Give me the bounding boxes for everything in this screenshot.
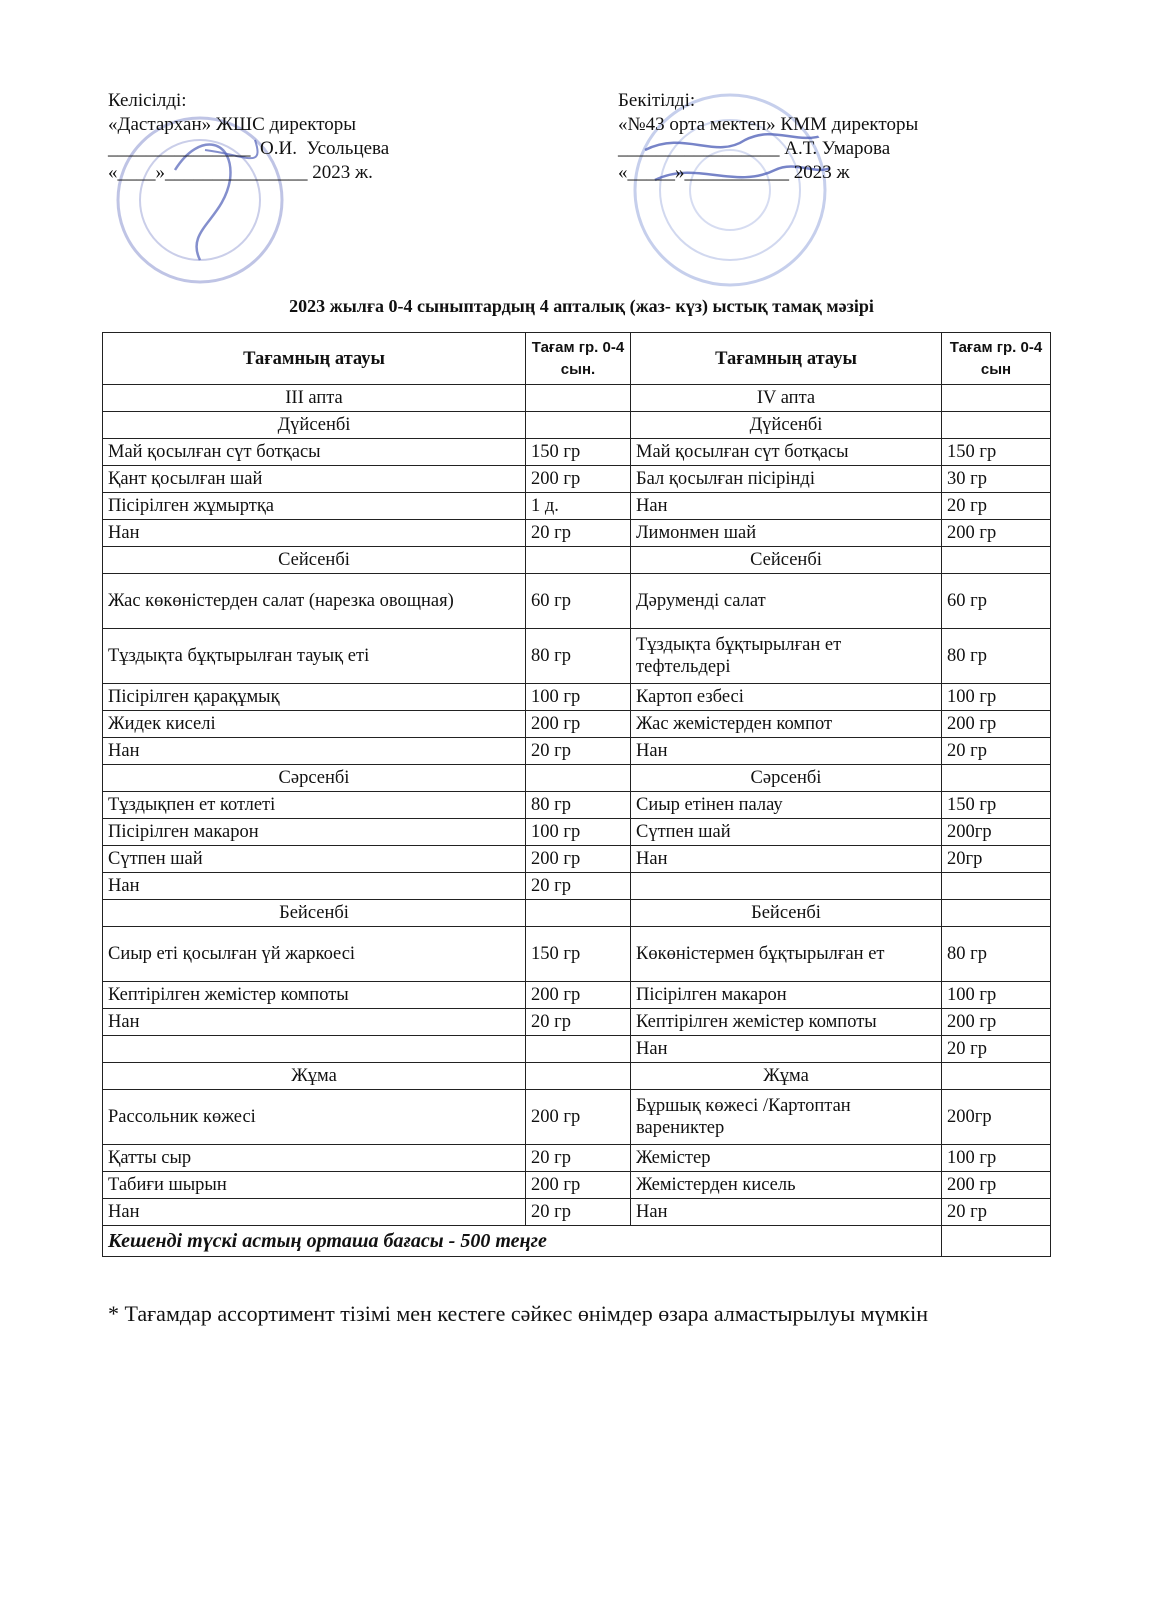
- table-row: [103, 493, 1051, 520]
- dish-name-right: Нан: [631, 738, 942, 765]
- table-row: [103, 684, 1051, 711]
- table-row: [103, 711, 1051, 738]
- dish-weight-right: 60 гр: [942, 574, 1051, 629]
- table-row: [103, 982, 1051, 1009]
- dish-weight-right: 200 гр: [942, 1172, 1051, 1199]
- dish-name-right: Кептірілген жемістер компоты: [631, 1009, 942, 1036]
- table-row: [103, 629, 1051, 684]
- dish-weight-left: 80 гр: [526, 792, 631, 819]
- dish-name-left: Нан: [103, 520, 526, 547]
- dish-name-right: Нан: [631, 846, 942, 873]
- section-empty-left: [526, 412, 631, 439]
- dish-name-right: Нан: [631, 1036, 942, 1063]
- section-empty-right: [942, 547, 1051, 574]
- dish-weight-right: 150 гр: [942, 792, 1051, 819]
- section-empty-left: [526, 547, 631, 574]
- day-section-row: [103, 900, 1051, 927]
- dish-weight-right: 200 гр: [942, 520, 1051, 547]
- dish-name-left: Пісірілген макарон: [103, 819, 526, 846]
- dish-name-left: Қант қосылған шай: [103, 466, 526, 493]
- agreed-date-line: «____»_______________ 2023 ж.: [108, 162, 373, 183]
- dish-name-right: Картоп езбесі: [631, 684, 942, 711]
- dish-weight-right: 200 гр: [942, 711, 1051, 738]
- dish-name-right: Сүтпен шай: [631, 819, 942, 846]
- dish-name-right: Жас жемістерден компот: [631, 711, 942, 738]
- dish-name-left: Рассольник көжесі: [103, 1090, 526, 1145]
- dish-weight-left: 20 гр: [526, 520, 631, 547]
- dish-weight-right: 20 гр: [942, 493, 1051, 520]
- table-row: [103, 846, 1051, 873]
- table-header-row: [103, 333, 1051, 385]
- menu-table: [102, 332, 1051, 1257]
- table-row: [103, 520, 1051, 547]
- price-footer: Кешенді түскі астың орташа бағасы - 500 теңге: [103, 1226, 942, 1257]
- approval-block-right: [618, 89, 918, 185]
- dish-name-left: Тұздықпен ет котлеті: [103, 792, 526, 819]
- table-row: [103, 927, 1051, 982]
- dish-name-left: Нан: [103, 1009, 526, 1036]
- section-label-left: Дүйсенбі: [103, 412, 526, 439]
- dish-weight-left: 200 гр: [526, 846, 631, 873]
- dish-weight-left: 20 гр: [526, 1145, 631, 1172]
- section-label-left: III апта: [103, 385, 526, 412]
- dish-weight-right: 80 гр: [942, 629, 1051, 684]
- dish-name-right: Дәруменді салат: [631, 574, 942, 629]
- section-empty-right: [942, 900, 1051, 927]
- dish-name-right: Жемістер: [631, 1145, 942, 1172]
- day-section-row: [103, 1063, 1051, 1090]
- section-label-right: Сейсенбі: [631, 547, 942, 574]
- table-row: [103, 439, 1051, 466]
- dish-name-left: Қатты сыр: [103, 1145, 526, 1172]
- dish-weight-right: 100 гр: [942, 982, 1051, 1009]
- dish-weight-left: 1 д.: [526, 493, 631, 520]
- table-row: [103, 1009, 1051, 1036]
- day-section-row: [103, 547, 1051, 574]
- dish-weight-left: 200 гр: [526, 982, 631, 1009]
- section-label-left: Сәрсенбі: [103, 765, 526, 792]
- section-label-left: Сейсенбі: [103, 547, 526, 574]
- dish-weight-right: 20гр: [942, 846, 1051, 873]
- dish-weight-right: 20 гр: [942, 1199, 1051, 1226]
- dish-name-left: [103, 1036, 526, 1063]
- dish-name-right: [631, 873, 942, 900]
- dish-weight-left: 20 гр: [526, 1199, 631, 1226]
- col-header-gr-left: Тағам гр. 0-4 сын.: [526, 333, 631, 385]
- dish-name-left: Сиыр еті қосылған үй жаркоесі: [103, 927, 526, 982]
- section-label-left: Бейсенбі: [103, 900, 526, 927]
- section-empty-right: [942, 385, 1051, 412]
- dish-weight-right: 80 гр: [942, 927, 1051, 982]
- dish-weight-left: 20 гр: [526, 1009, 631, 1036]
- agreed-label: Келісілді:: [108, 90, 187, 111]
- table-row: [103, 873, 1051, 900]
- dish-name-right: Нан: [631, 493, 942, 520]
- dish-weight-left: 20 гр: [526, 738, 631, 765]
- dish-weight-left: 100 гр: [526, 684, 631, 711]
- dish-weight-right: 150 гр: [942, 439, 1051, 466]
- dish-weight-right: 20 гр: [942, 1036, 1051, 1063]
- dish-name-left: Кептірілген жемістер компоты: [103, 982, 526, 1009]
- table-row: [103, 738, 1051, 765]
- dish-name-right: Жемістерден кисель: [631, 1172, 942, 1199]
- day-section-row: [103, 765, 1051, 792]
- dish-name-right: Бал қосылған пісірінді: [631, 466, 942, 493]
- approved-date-line: «_____»___________ 2023 ж: [618, 162, 850, 183]
- section-label-right: Дүйсенбі: [631, 412, 942, 439]
- agreed-org: «Дастархан» ЖШС директоры: [108, 114, 357, 135]
- dish-name-right: Көкөністермен бұқтырылған ет: [631, 927, 942, 982]
- dish-name-right: Тұздықта бұқтырылған ет тефтельдері: [631, 629, 942, 684]
- day-section-row: [103, 385, 1051, 412]
- dish-weight-right: 200гр: [942, 1090, 1051, 1145]
- dish-name-right: Лимонмен шай: [631, 520, 942, 547]
- dish-weight-right: 30 гр: [942, 466, 1051, 493]
- agreed-signature-line: _______________ О.И. Усольцева: [108, 138, 390, 159]
- table-row: [103, 466, 1051, 493]
- dish-name-left: Сүтпен шай: [103, 846, 526, 873]
- dish-name-right: Нан: [631, 1199, 942, 1226]
- price-footer-empty: [942, 1226, 1051, 1257]
- price-footer-row: [103, 1226, 1051, 1257]
- dish-name-right: Май қосылған сүт ботқасы: [631, 439, 942, 466]
- table-row: [103, 1172, 1051, 1199]
- approved-label: Бекітілді:: [618, 90, 696, 111]
- dish-weight-left: 200 гр: [526, 1090, 631, 1145]
- day-section-row: [103, 412, 1051, 439]
- dish-weight-right: 200 гр: [942, 1009, 1051, 1036]
- dish-name-right: Сиыр етінен палау: [631, 792, 942, 819]
- dish-weight-left: [526, 1036, 631, 1063]
- dish-weight-left: 150 гр: [526, 439, 631, 466]
- dish-name-left: Жас көкөністерден салат (нарезка овощная): [103, 574, 526, 629]
- section-empty-right: [942, 412, 1051, 439]
- document-title: 2023 жылға 0-4 сыныптардың 4 апталық (жаз- күз) ыстық тамақ мәзірі: [289, 296, 874, 316]
- table-row: [103, 574, 1051, 629]
- section-label-right: Бейсенбі: [631, 900, 942, 927]
- dish-weight-left: 60 гр: [526, 574, 631, 629]
- footnote: * Тағамдар ассортимент тізімі мен кестеге сәйкес өнімдер өзара алмастырылуы мүмкін: [108, 1301, 929, 1326]
- table-row: [103, 1145, 1051, 1172]
- dish-weight-right: 100 гр: [942, 684, 1051, 711]
- approved-signature-line: _________________ А.Т. Умарова: [618, 138, 891, 159]
- table-row: [103, 792, 1051, 819]
- dish-weight-left: 200 гр: [526, 1172, 631, 1199]
- section-empty-left: [526, 765, 631, 792]
- section-label-right: Жұма: [631, 1063, 942, 1090]
- dish-weight-left: 150 гр: [526, 927, 631, 982]
- dish-weight-left: 100 гр: [526, 819, 631, 846]
- section-label-right: Сәрсенбі: [631, 765, 942, 792]
- table-row: [103, 819, 1051, 846]
- section-label-right: IV апта: [631, 385, 942, 412]
- dish-weight-left: 200 гр: [526, 711, 631, 738]
- dish-weight-left: 200 гр: [526, 466, 631, 493]
- dish-name-left: Жидек киселі: [103, 711, 526, 738]
- dish-name-left: Пісірілген жұмыртқа: [103, 493, 526, 520]
- dish-weight-left: 20 гр: [526, 873, 631, 900]
- col-header-name-right: Тағамның атауы: [631, 333, 942, 385]
- section-empty-left: [526, 1063, 631, 1090]
- section-empty-right: [942, 1063, 1051, 1090]
- dish-name-right: Бұршық көжесі /Картоптан варениктер: [631, 1090, 942, 1145]
- dish-name-left: Нан: [103, 873, 526, 900]
- section-empty-left: [526, 385, 631, 412]
- dish-name-left: Тұздықта бұқтырылған тауық еті: [103, 629, 526, 684]
- table-row: [103, 1199, 1051, 1226]
- col-header-gr-right: Тағам гр. 0-4 сын: [942, 333, 1051, 385]
- table-row: [103, 1090, 1051, 1145]
- approval-block-left: [108, 89, 389, 185]
- dish-name-left: Нан: [103, 1199, 526, 1226]
- section-empty-right: [942, 765, 1051, 792]
- dish-name-left: Пісірілген қарақұмық: [103, 684, 526, 711]
- section-label-left: Жұма: [103, 1063, 526, 1090]
- dish-weight-right: [942, 873, 1051, 900]
- table-row: [103, 1036, 1051, 1063]
- dish-name-left: Май қосылған сүт ботқасы: [103, 439, 526, 466]
- section-empty-left: [526, 900, 631, 927]
- approved-org: «№43 орта мектеп» КММ директоры: [618, 114, 919, 135]
- dish-name-right: Пісірілген макарон: [631, 982, 942, 1009]
- dish-name-left: Нан: [103, 738, 526, 765]
- dish-weight-right: 200гр: [942, 819, 1051, 846]
- col-header-name-left: Тағамның атауы: [103, 333, 526, 385]
- dish-weight-right: 100 гр: [942, 1145, 1051, 1172]
- dish-weight-right: 20 гр: [942, 738, 1051, 765]
- dish-weight-left: 80 гр: [526, 629, 631, 684]
- dish-name-left: Табиғи шырын: [103, 1172, 526, 1199]
